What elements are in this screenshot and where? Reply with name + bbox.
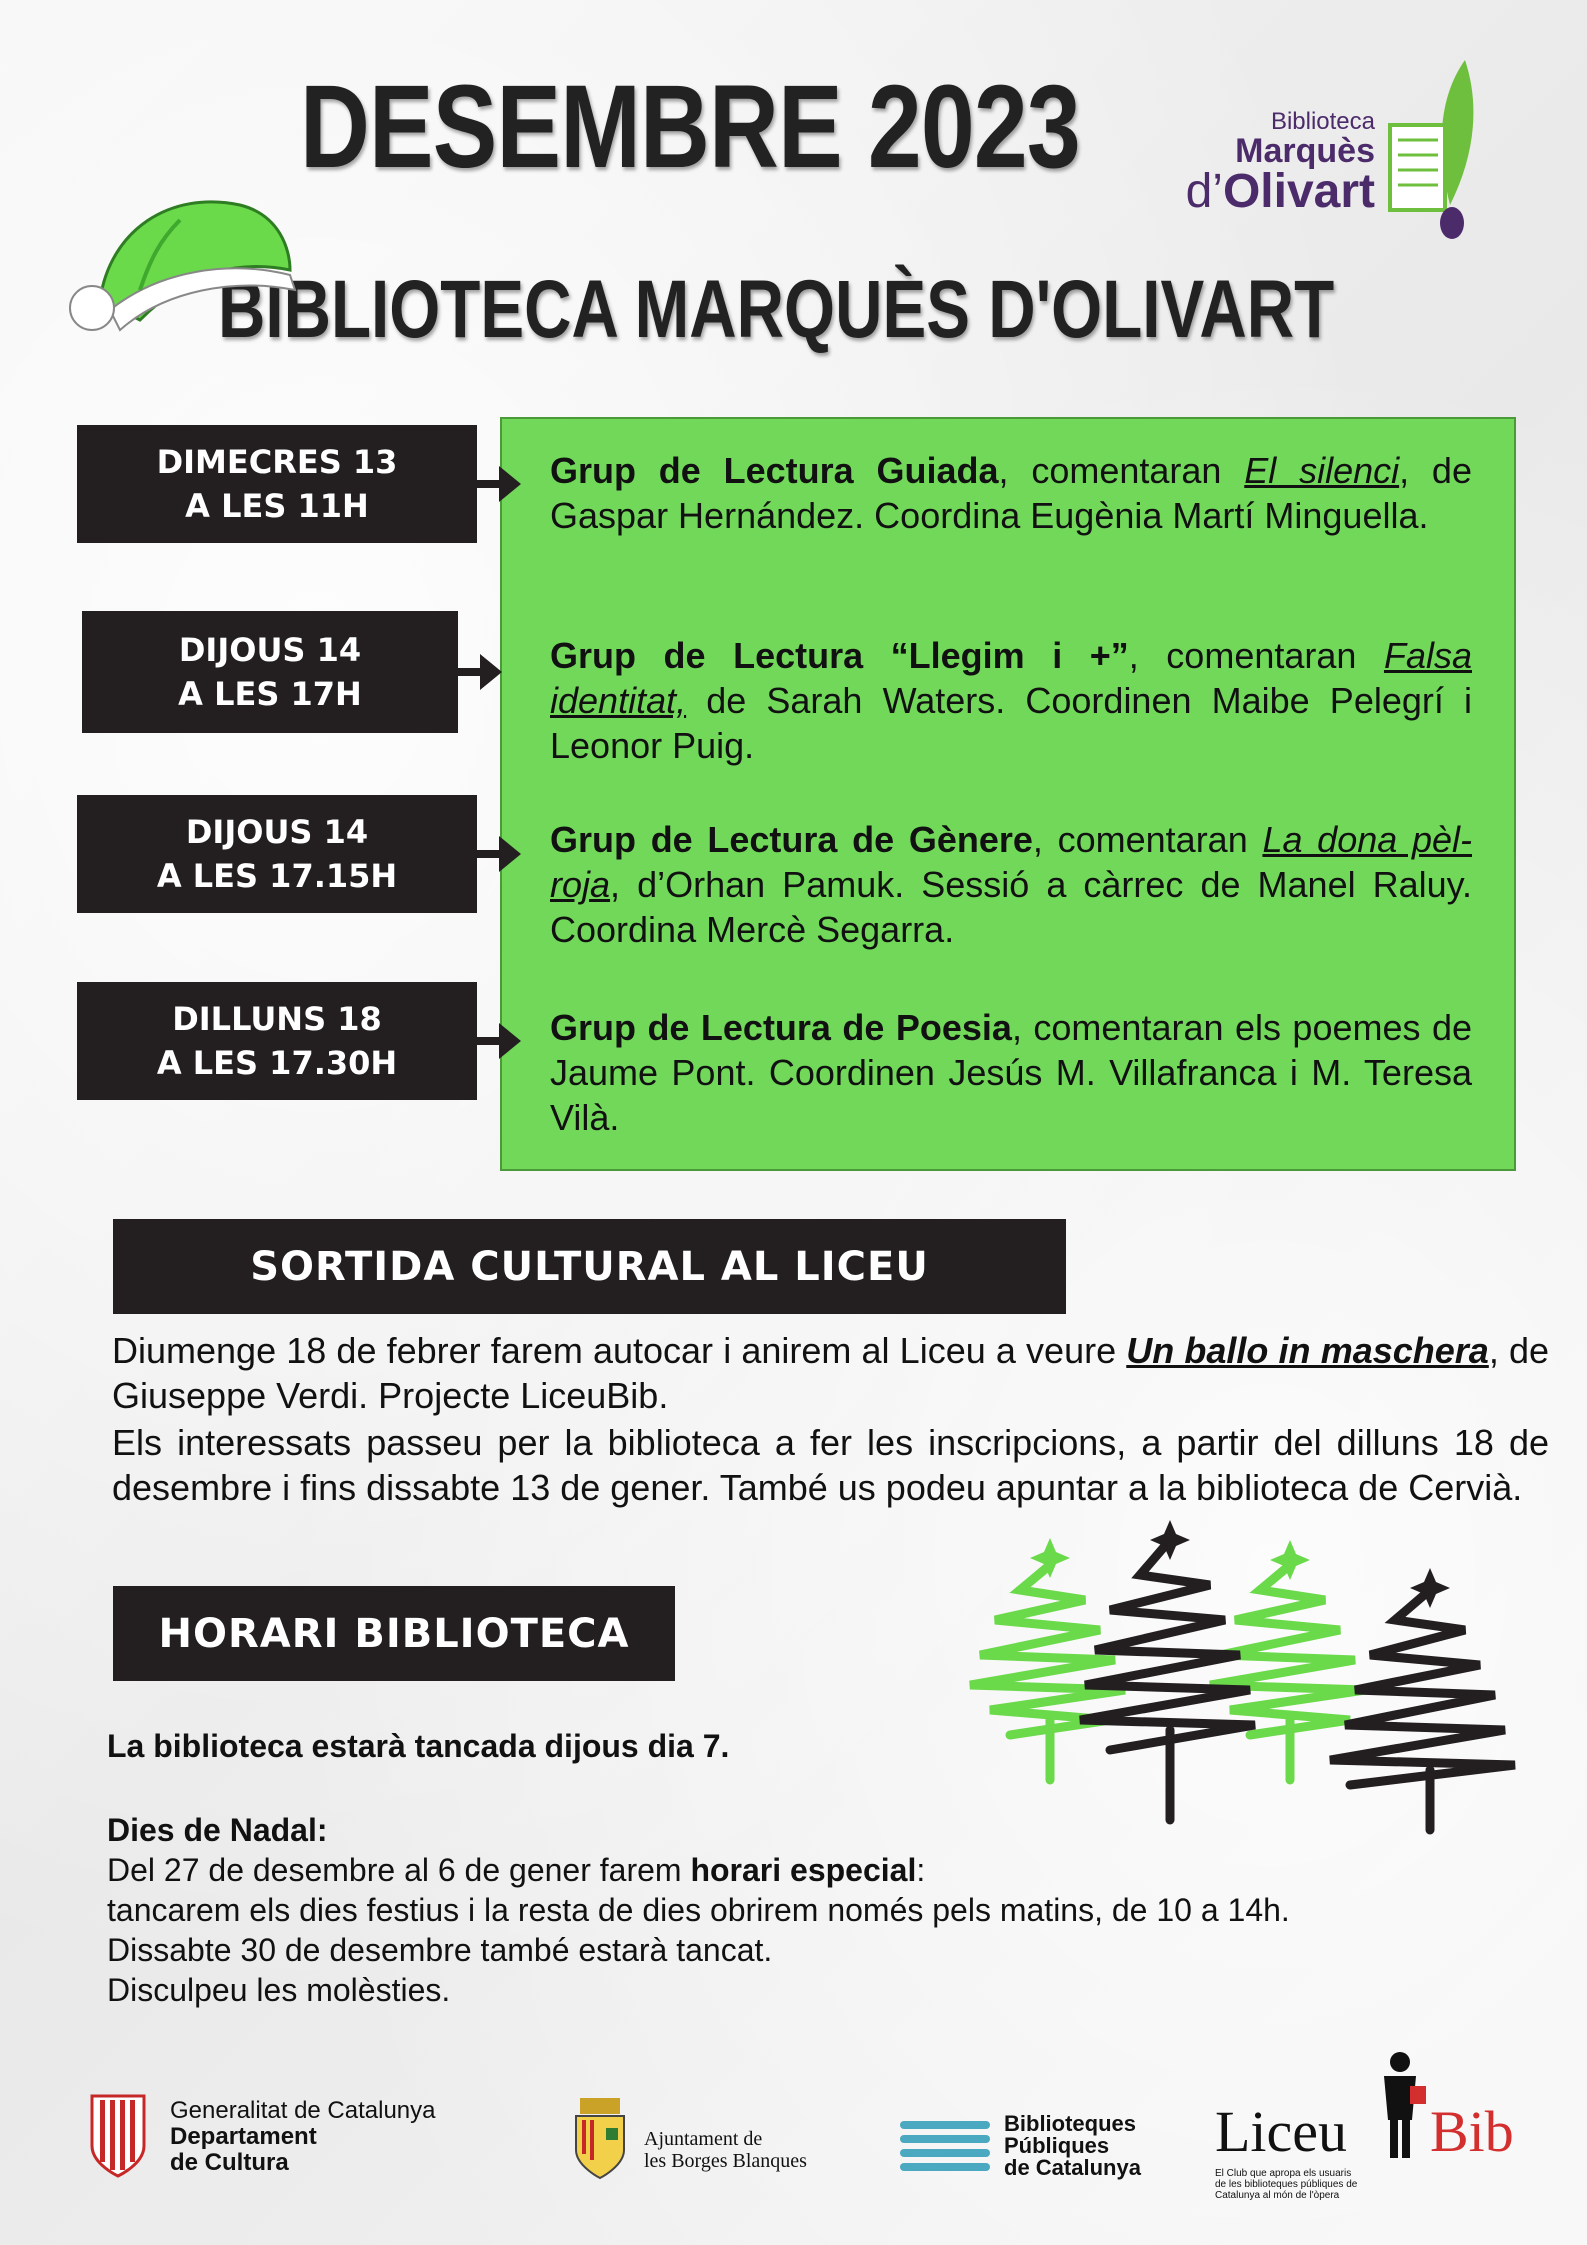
event-description: Grup de Lectura de Poesia, comentaran els poemes de Jaume Pont. Coordinen Jesús M. Villafranca i M. Teresa Vilà. xyxy=(550,1007,1472,1138)
event-date-tag xyxy=(77,425,477,543)
liceu-wordmark: Liceu xyxy=(1215,2099,1348,2164)
generalitat-logo xyxy=(90,2094,490,2184)
event-date-tag xyxy=(82,611,458,733)
arrow-right-icon xyxy=(477,462,521,506)
municipal-coat-of-arms-icon xyxy=(572,2098,628,2180)
nadal-title: Dies de Nadal: xyxy=(107,1812,328,1848)
event-description: Grup de Lectura Guiada, comentaran El silenci, de Gaspar Hernández. Coordina Eugènia Martí Minguella. xyxy=(550,450,1472,536)
event-time: A LES 11H xyxy=(185,487,369,525)
department-name: Departament xyxy=(170,2123,317,2150)
logo-line1: Biblioteca xyxy=(1270,108,1375,135)
event-description: Grup de Lectura de Gènere, comentaran La dona pèl-roja, d’Orhan Pamuk. Sessió a càrrec de Manel Raluy. Coordina Mercè Segarra. xyxy=(550,819,1472,950)
section-heading-liceu: SORTIDA CULTURAL AL LICEU xyxy=(113,1219,1066,1314)
event-date-tag xyxy=(77,795,477,913)
event-day: DIMECRES 13 xyxy=(156,443,398,481)
christmas-trees-icon xyxy=(950,1520,1570,1850)
liceubib-logo xyxy=(1215,2050,1555,2210)
closed-notice: La biblioteca estarà tancada dijous dia 7. xyxy=(107,1728,730,1764)
event-day: DIJOUS 14 xyxy=(178,631,362,669)
event-time: A LES 17.30H xyxy=(156,1044,398,1082)
arrow-right-icon xyxy=(458,650,502,694)
section-heading-horari: HORARI BIBLIOTECA xyxy=(113,1586,675,1681)
horari-line: tancarem els dies festius i la resta de dies obrirem només pels matins, de 10 a 14h. xyxy=(107,1892,1290,1928)
page-title: DESEMBRE 2023 xyxy=(300,61,1080,193)
horari-line: Del 27 de desembre al 6 de gener farem horari especial: xyxy=(107,1852,926,1888)
logo-line3: d’Olivart xyxy=(1185,165,1375,218)
ajuntament-line2: les Borges Blanques xyxy=(644,2150,807,2172)
arrow-right-icon xyxy=(477,1019,521,1063)
event-day: DIJOUS 14 xyxy=(185,813,369,851)
singer-figure-icon xyxy=(1370,2050,1430,2160)
catalan-shield-icon xyxy=(90,2094,146,2178)
generalitat-name: Generalitat de Catalunya xyxy=(170,2097,436,2124)
bib-wordmark: Bib xyxy=(1430,2099,1514,2164)
biblioteques-publiques-logo xyxy=(900,2113,1160,2183)
event-description: Grup de Lectura “Llegim i +”, comentaran Falsa identitat, de Sarah Waters. Coordinen Maibe Pelegrí i Leonor Puig. xyxy=(550,635,1472,766)
bib-line1: Biblioteques xyxy=(1004,2111,1137,2136)
department-name-2: de Cultura xyxy=(170,2149,289,2176)
event-day: DILLUNS 18 xyxy=(172,1000,382,1038)
page-subtitle: BIBLIOTECA MARQUÈS D'OLIVART xyxy=(218,264,1335,355)
library-stripes-icon xyxy=(900,2121,990,2171)
event-time: A LES 17H xyxy=(178,675,362,713)
liceu-inscriptions-paragraph: Els interessats passeu per la biblioteca a fer les inscripcions, a partir del dilluns 18 de desembre i fins dissabte 13 de gener. També us podeu apuntar a la biblioteca de Cervià. xyxy=(112,1422,1549,1508)
liceubib-tagline: El Club que apropa els usuaris de les biblioteques públiques de Catalunya al món de l'òpera xyxy=(1215,2168,1358,2201)
ajuntament-line1: Ajuntament de xyxy=(644,2128,763,2150)
library-logo xyxy=(1160,55,1500,245)
event-time: A LES 17.15H xyxy=(156,857,398,895)
horari-line: Dissabte 30 de desembre també estarà tancat. xyxy=(107,1932,773,1968)
ajuntament-logo xyxy=(572,2098,832,2188)
santa-hat-icon xyxy=(40,150,300,350)
logo-line2: Marquès xyxy=(1235,132,1375,170)
bib-line2: Públiques xyxy=(1004,2133,1110,2158)
liceu-paragraph: Diumenge 18 de febrer farem autocar i anirem al Liceu a veure Un ballo in maschera, de Giuseppe Verdi. Projecte LiceuBib. xyxy=(112,1330,1550,1416)
horari-line: Disculpeu les molèsties. xyxy=(107,1972,451,2008)
bib-line3: de Catalunya xyxy=(1004,2155,1141,2180)
event-date-tag xyxy=(77,982,477,1100)
arrow-right-icon xyxy=(477,832,521,876)
book-leaf-icon xyxy=(1380,55,1500,245)
